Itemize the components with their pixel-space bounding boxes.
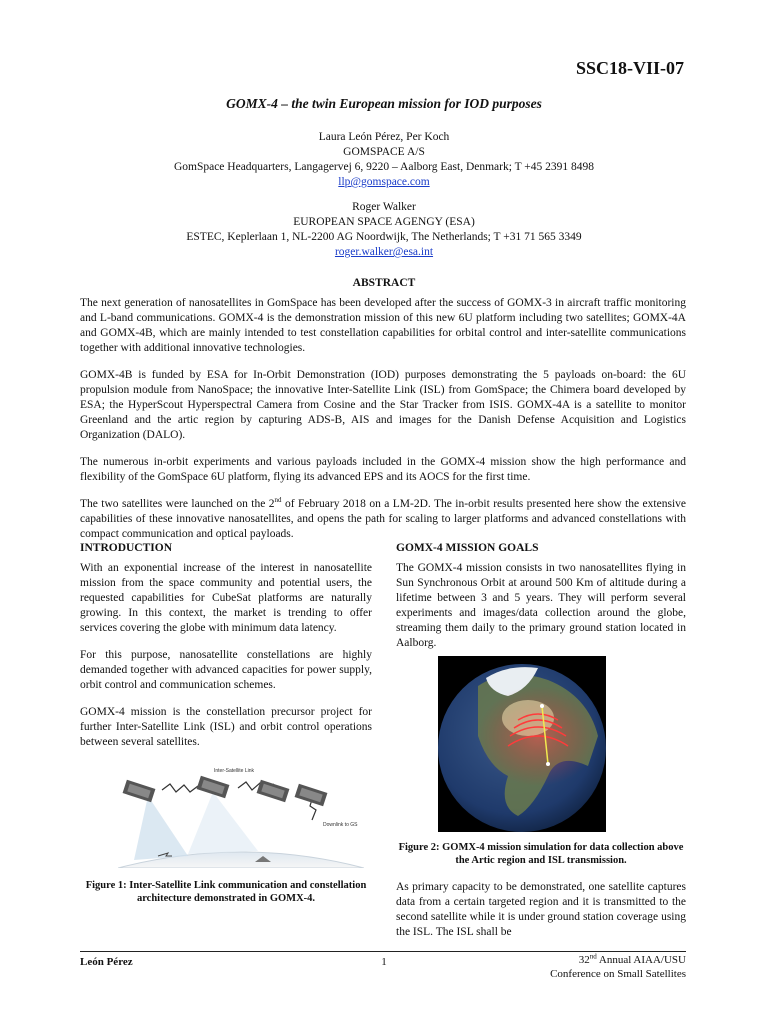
coverage-region xyxy=(502,700,554,736)
label-ground: Downlink to GS xyxy=(323,822,358,828)
figure-2-globe-simulation xyxy=(438,656,606,832)
abstract-body xyxy=(80,296,686,542)
conference-line-2: Conference on Small Satellites xyxy=(550,968,686,980)
mission-goals-heading: GOMX-4 MISSION GOALS xyxy=(396,542,539,554)
mission-goals-paragraph: The GOMX-4 mission consists in two nanosatellites flying in Sun Synchronous Orbit at around 500 Km of altitude during a lifetime between 3 and 5 years. They will perform several experiments and images/data collection around the globe, streaming them daily to the primary ground station located in Aalborg. xyxy=(396,562,686,649)
abstract-paragraph: GOMX-4B is funded by ESA for In-Orbit Demonstration (IOD) purposes demonstrating the 5 payloads on-board: the 6U propulsion module from NanoSpace; the innovative Inter-Satellite Link (ISL) from GomSpace; the Chimera board developed by ESA; the HyperScout Hyperspectral Camera from Cosine and the Star Tracker from ISIS. GOMX-4A is a satellite to monitor Greenland and the artic region by capturing ADS-B, AIS and images for the Danish Defense Acquisition and Logistics Organization (DALO). xyxy=(80,369,686,441)
abstract-paragraph: The numerous in-orbit experiments and various payloads included in the GOMX-4 mission show the high performance and flexibility of the GomSpace 6U platform, flying its advanced EPS and its AOCS for the first time. xyxy=(80,456,686,483)
figure-1-isl-diagram xyxy=(118,766,364,868)
introduction-body xyxy=(80,561,372,750)
conference-line-1: 32nd Annual AIAA/USU xyxy=(578,952,686,966)
author-names: Laura León Pérez, Per Koch xyxy=(318,131,450,143)
abstract-paragraph: The next generation of nanosatellites in GomSpace has been developed after the success of GOMX-3 in aircraft traffic monitoring and L-band communications. GOMX-4 is the demonstration mission of this new 6U platform including two satellites; GOMX-4A and GOMX-4B, which are mainly intended to test constellation capabilities for orbital control and inter-satellite communications together with additional innovative technologies. xyxy=(80,297,686,354)
page-number: 1 xyxy=(381,956,387,968)
isl-link-zigzag xyxy=(162,784,198,792)
mission-goals-body xyxy=(396,561,686,651)
author-names: Roger Walker xyxy=(352,201,416,213)
author-address: ESTEC, Keplerlaan 1, NL-2200 AG Noordwijk, The Netherlands; T +31 71 565 3349 xyxy=(186,231,582,243)
satellite-marker xyxy=(546,762,550,766)
author-block-1 xyxy=(0,130,768,190)
satellite-icon xyxy=(257,780,290,803)
mission-goals-paragraph: As primary capacity to be demonstrated, one satellite captures data from a certain targeted region and it is transmitted to the second satellite while it is under ground station coverage using the ISL. The ISL shall be xyxy=(396,881,686,938)
author-email-link[interactable]: roger.walker@esa.int xyxy=(334,246,434,258)
figure-2-caption: Figure 2: GOMX-4 mission simulation for data collection above the Artic region and ISL transmission. xyxy=(398,842,684,866)
abstract-paragraph: The two satellites were launched on the 2nd of February 2018 on a LM-2D. The in-orbit results presented here show the extensive capabilities of these innovative nanosatellites, and opens the path for scaling to larger platforms and advanced constellations with compact communication and optical payloads. xyxy=(80,496,686,540)
author-block-2 xyxy=(0,200,768,260)
author-address: GomSpace Headquarters, Langagervej 6, 9220 – Aalborg East, Denmark; T +45 2391 8498 xyxy=(173,161,595,173)
mission-goals-continuation xyxy=(396,880,686,940)
author-email-link[interactable]: llp@gomspace.com xyxy=(338,176,430,188)
introduction-paragraph: With an exponential increase of the interest in nanosatellite mission from the space community and potential users, the requested capabilities for CubeSat platforms are naturally growing. In this context, the market is trending to offer services covering the globe with minimum data latency. xyxy=(80,562,372,634)
coverage-cone xyxy=(134,796,188,860)
introduction-paragraph: GOMX-4 mission is the constellation precursor project for further Inter-Satellite Link (ISL) and orbit control operations between several satellites. xyxy=(80,706,372,748)
paper-code: SSC18-VII-07 xyxy=(575,58,684,78)
author-org: EUROPEAN SPACE AGENGY (ESA) xyxy=(293,216,475,228)
coverage-cone xyxy=(188,792,258,854)
paper-title: GOMX-4 – the twin European mission for IOD purposes xyxy=(226,96,542,111)
footer-author: León Pérez xyxy=(80,956,133,968)
satellite-icon xyxy=(123,780,156,803)
satellite-marker xyxy=(540,704,544,708)
figure-1-caption: Figure 1: Inter-Satellite Link communication and constellation architecture demonstrated in GOMX-4. xyxy=(85,880,367,904)
introduction-heading: INTRODUCTION xyxy=(80,542,173,554)
author-org: GOMSPACE A/S xyxy=(343,146,425,158)
footer-conference xyxy=(550,953,686,981)
abstract-heading: ABSTRACT xyxy=(352,277,416,289)
label-isl: Inter-Satellite Link xyxy=(213,768,255,774)
introduction-paragraph: For this purpose, nanosatellite constellations are highly demanded together with advanced capacities for power supply, orbit control and communication schemes. xyxy=(80,649,372,691)
